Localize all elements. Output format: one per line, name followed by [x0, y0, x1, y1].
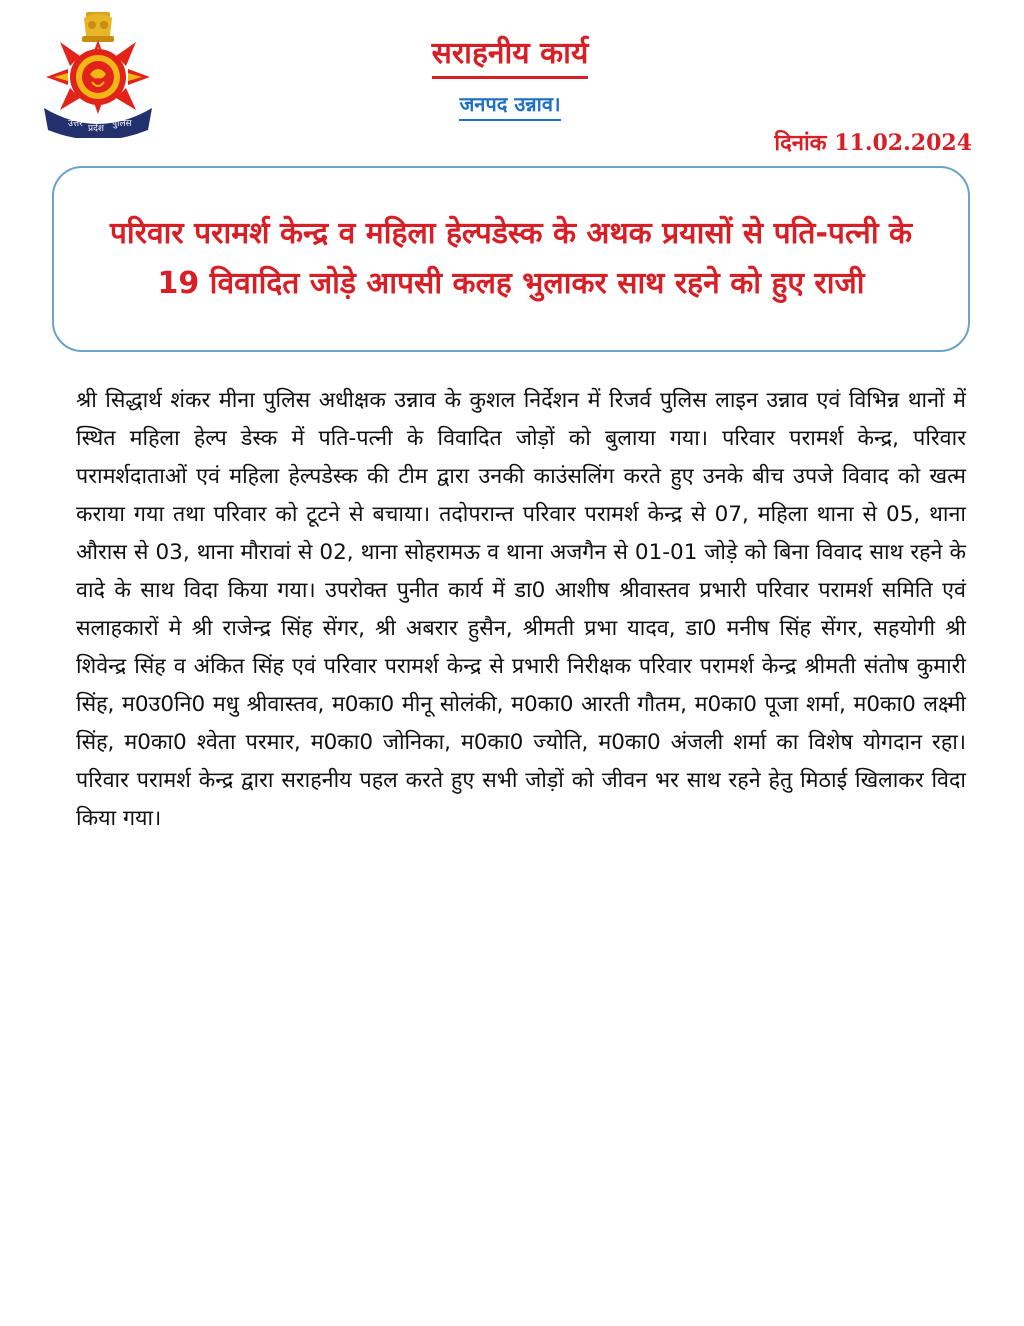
district-subtitle-text: जनपद उन्नाव। — [459, 90, 560, 121]
svg-text:उत्तर: उत्तर — [68, 119, 83, 129]
headline: परिवार परामर्श केन्द्र व महिला हेल्पडेस्क के अथक प्रयासों से पति-पत्नी के 19 विवादित जोड़े आपसी कलह भुलाकर साथ रहने को हुए राजी — [109, 216, 913, 301]
page-title — [260, 34, 760, 79]
headline-box — [52, 166, 970, 352]
svg-text:प्रदेश: प्रदेश — [88, 124, 105, 134]
page-title-text: सराहनीय कार्य — [432, 34, 589, 79]
up-police-emblem-icon — [38, 10, 158, 138]
svg-text:पुलिस: पुलिस — [112, 119, 132, 129]
release-date: दिनांक 11.02.2024 — [774, 130, 972, 156]
district-subtitle — [260, 90, 760, 121]
body-paragraph: श्री सिद्धार्थ शंकर मीना पुलिस अधीक्षक उन्नाव के कुशल निर्देशन में रिजर्व पुलिस लाइन उन्नाव एवं विभिन्न थानों में स्थित महिला हेल्प डेस्क में पति-पत्नी के विवादित जोड़ों को बुलाया गया। परिवार परामर्श केन्द्र, परिवार परामर्शदाताओं एवं महिला हेल्पडेस्क की टीम द्वारा उनकी काउंसलिंग करते हुए उनके बीच उपजे विवाद को खत्म कराया गया तथा परिवार को टूटने से बचाया। तदोपरान्त परिवार परामर्श केन्द्र से 07, महिला थाना से 05, थाना औरास से 03, थाना मौरावां से 02, थाना सोहरामऊ व थाना अजगैन से 01-01 जोड़े को बिना विवाद साथ रहने के वादे के साथ विदा किया गया। उपरोक्त पुनीत कार्य में डा0 आशीष श्रीवास्तव प्रभारी परिवार परामर्श समिति एवं सलाहकारों मे श्री राजेन्द्र सिंह सेंगर, श्री अबरार हुसैन, श्रीमती प्रभा यादव, डा0 मनीष सिंह सेंगर, सहयोगी श्री शिवेन्द्र सिंह व अंकित सिंह एवं परिवार परामर्श केन्द्र से प्रभारी निरीक्षक परिवार परामर्श केन्द्र श्रीमती संतोष कुमारी सिंह, म0उ0नि0 मधु श्रीवास्तव, म0का0 मीनू सोलंकी, म0का0 आरती गौतम, म0का0 पूजा शर्मा, म0का0 लक्ष्मी सिंह, म0का0 श्वेता परमार, म0का0 जोनिका, म0का0 ज्योति, म0का0 अंजली शर्मा का विशेष योगदान रहा। परिवार परामर्श केन्द्र द्वारा सराहनीय पहल करते हुए सभी जोड़ों को जीवन भर साथ रहने हेतु मिठाई खिलाकर विदा किया गया। — [76, 388, 966, 831]
